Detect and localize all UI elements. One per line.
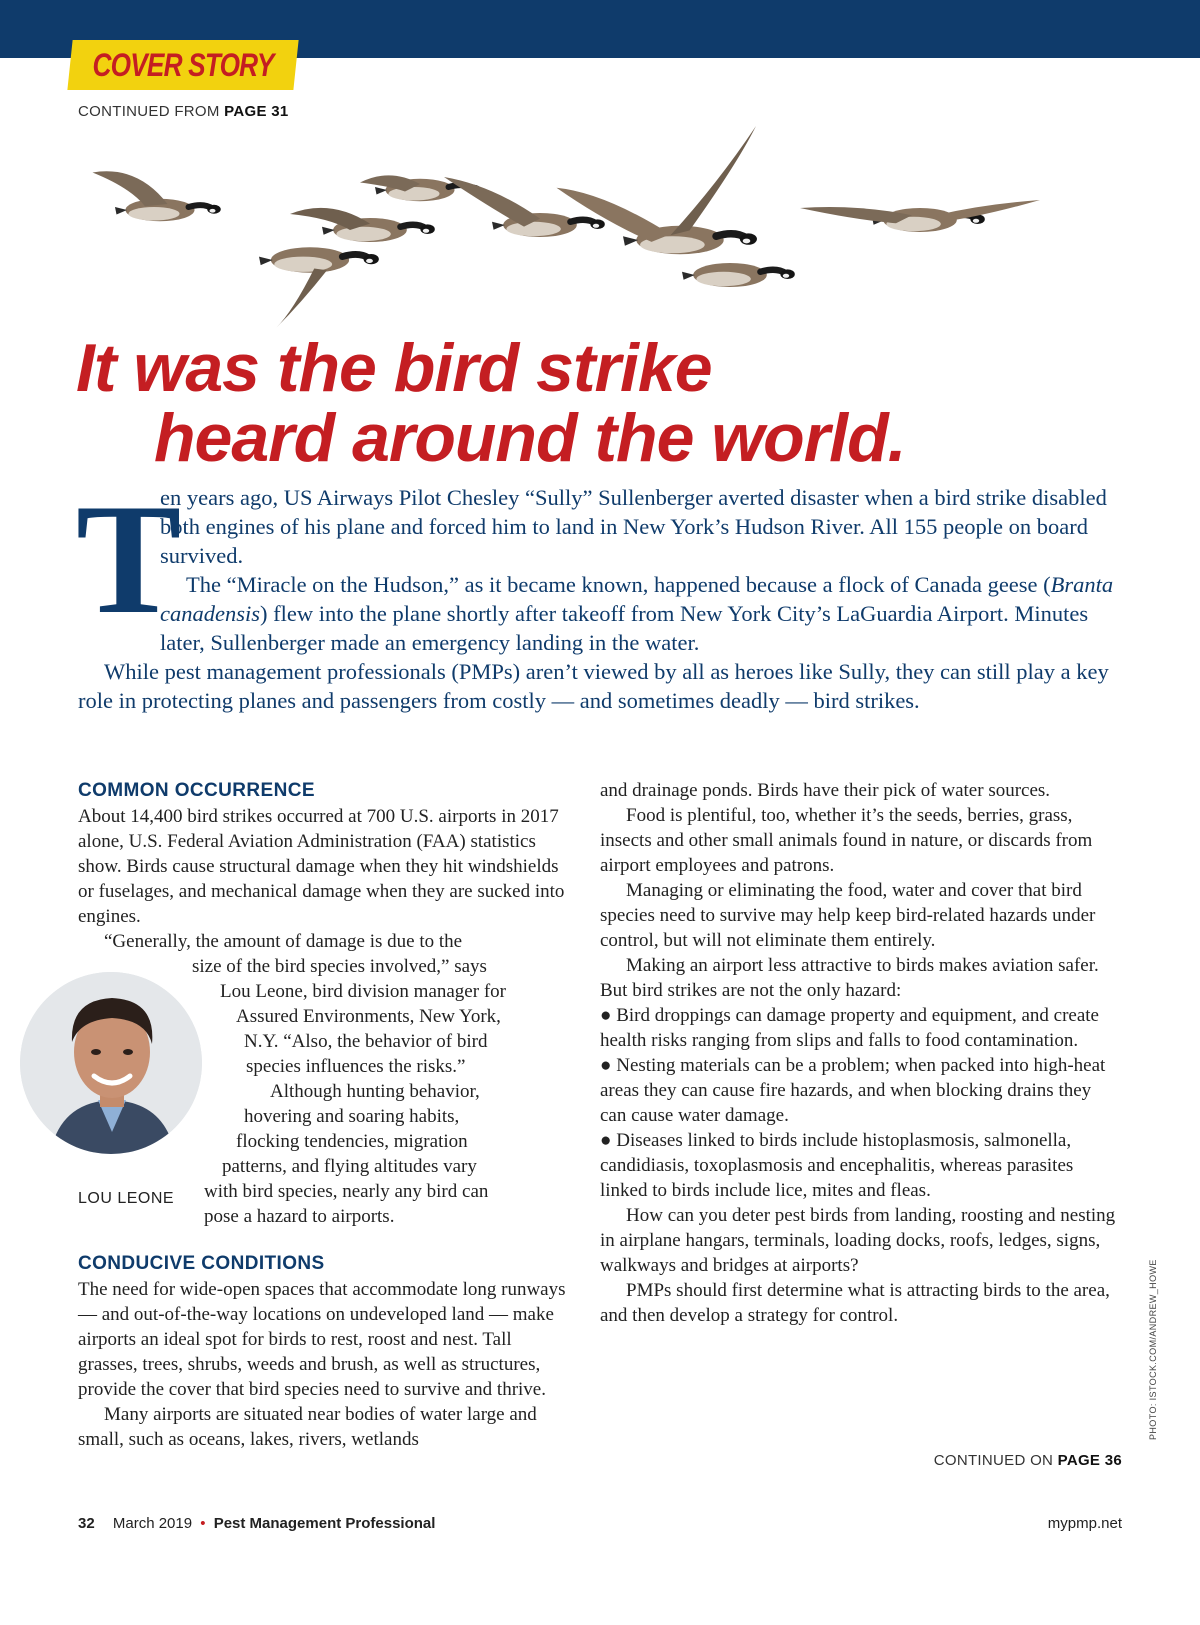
article-column-2 xyxy=(600,778,1120,1328)
headline-line-2: heard around the world. xyxy=(154,400,906,476)
quote-line: species influences the risks.” xyxy=(246,1056,466,1077)
geese-flock-illustration xyxy=(40,100,1160,330)
col1-paragraph-2: The need for wide-open spaces that accommodate long runways — and out-of-the-way locations on undeveloped land — make airports an ideal spot for birds to rest, roost and nest. Tall grasses, trees, shrubs, weeds and brush, as well as structures, provide the cover that bird species need to survive and thrive. xyxy=(78,1279,566,1400)
intro-deck xyxy=(76,472,1128,715)
quote-line: pose a hazard to airports. xyxy=(204,1206,395,1227)
headline xyxy=(76,330,906,476)
intro-paragraph-1: en years ago, US Airways Pilot Chesley “Sully” Sullenberger averted disaster when a bird strike disabled both engines of his plane and forced him to land in New York’s Hudson River. All 155 people on board survived. xyxy=(160,485,1107,568)
quote-line: Assured Environments, New York, xyxy=(236,1006,501,1027)
portrait-caption: LOU LEONE xyxy=(78,1190,175,1207)
bullet-item: ● Bird droppings can damage property and equipment, and create health risks ranging from slips and falls to food contamination. xyxy=(600,1005,1099,1051)
continued-on-page: PAGE 36 xyxy=(1057,1452,1122,1469)
continued-on xyxy=(934,1452,1122,1469)
col1-paragraph-3: Many airports are situated near bodies of water large and small, such as oceans, lakes, rivers, wetlands xyxy=(78,1404,537,1450)
quote-line: hovering and soaring habits, xyxy=(244,1106,460,1127)
section-tag xyxy=(67,40,298,90)
quote-line: Lou Leone, bird division manager for xyxy=(220,981,506,1002)
intro-paragraph-3: While pest management professionals (PMPs) aren’t viewed by all as heroes like Sully, they can still play a key role in protecting planes and passengers from costly — and sometimes deadly — bird strikes. xyxy=(78,659,1109,713)
magazine-name: Pest Management Professional xyxy=(213,1515,436,1532)
headline-line-1: It was the bird strike xyxy=(76,330,712,406)
section-tag-label: COVER STORY xyxy=(92,47,274,83)
continued-on-label: CONTINUED ON xyxy=(933,1452,1054,1469)
page-number: 32 xyxy=(78,1515,95,1532)
quote-line: N.Y. “Also, the behavior of bird xyxy=(244,1031,488,1052)
bullet-item: ● Nesting materials can be a problem; when packed into high-heat areas they can cause fire hazards, and when blocking drains they can cause water damage. xyxy=(600,1055,1106,1126)
intro-p2-before: The “Miracle on the Hudson,” as it became known, happened because a flock of Canada geese ( xyxy=(186,572,1051,597)
continued-from-label: CONTINUED FROM xyxy=(78,103,220,120)
col2-paragraph-5: How can you deter pest birds from landing, roosting and nesting in airplane hangars, terminals, loading docks, roofs, ledges, signs, walkways and bridges at airports? xyxy=(600,1205,1116,1276)
portrait-illustration xyxy=(20,972,202,1154)
drop-cap: T xyxy=(76,472,182,647)
subhead-conducive-conditions: CONDUCIVE CONDITIONS xyxy=(78,1253,325,1274)
col2-paragraph-3: Managing or eliminating the food, water and cover that bird species need to survive may help keep bird-related hazards under control, but will not eliminate them entirely. xyxy=(600,880,1096,951)
quote-line: “Generally, the amount of damage is due to the xyxy=(104,931,463,952)
footer-bullet: • xyxy=(200,1515,206,1532)
intro-p2-after: ) flew into the plane shortly after takeoff from New York City’s LaGuardia Airport. Minutes later, Sullenberger made an emergency landing in the water. xyxy=(160,601,1089,655)
col2-paragraph-6: PMPs should first determine what is attracting birds to the area, and then develop a strategy for control. xyxy=(600,1280,1110,1326)
page-footer xyxy=(78,1515,1122,1532)
quote-line: patterns, and flying altitudes vary xyxy=(222,1156,477,1177)
col2-paragraph-2: Food is plentiful, too, whether it’s the seeds, berries, grass, insects and other small animals found in nature, or discards from airport employees and patrons. xyxy=(600,805,1093,876)
quote-line: Although hunting behavior, xyxy=(270,1081,480,1102)
col2-paragraph-4: Making an airport less attractive to birds makes aviation safer. But bird strikes are not the only hazard: xyxy=(600,955,1099,1001)
col2-paragraph-1: and drainage ponds. Birds have their pick of water sources. xyxy=(600,780,1051,801)
quote-line: with bird species, nearly any bird can xyxy=(204,1181,489,1202)
bullet-item: ● Diseases linked to birds include histoplasmosis, salmonella, candidiasis, toxoplasmosis and encephalitis, whereas parasites linked to birds include lice, mites and fleas. xyxy=(600,1130,1074,1201)
lou-leone-portrait xyxy=(20,972,202,1154)
website-url: mypmp.net xyxy=(1047,1515,1122,1532)
intro-paragraph-2 xyxy=(78,570,1128,657)
subhead-common-occurrence: COMMON OCCURRENCE xyxy=(78,780,315,801)
continued-from-page: PAGE 31 xyxy=(224,103,289,120)
intro-p2-italic: Branta canadensis xyxy=(160,572,1114,626)
quote-line: flocking tendencies, migration xyxy=(236,1131,468,1152)
quote-line: size of the bird species involved,” says xyxy=(192,956,487,977)
issue-date: March 2019 xyxy=(112,1515,193,1532)
col1-paragraph-1: About 14,400 bird strikes occurred at 700 U.S. airports in 2017 alone, U.S. Federal Aviation Administration (FAA) statistics show. Birds cause structural damage when they hit windshields or fuselages, and mechanical damage when they are sucked into engines. xyxy=(78,806,565,927)
photo-credit: PHOTO: ISTOCK.COM/ANDREW_HOWE xyxy=(1148,1259,1158,1440)
